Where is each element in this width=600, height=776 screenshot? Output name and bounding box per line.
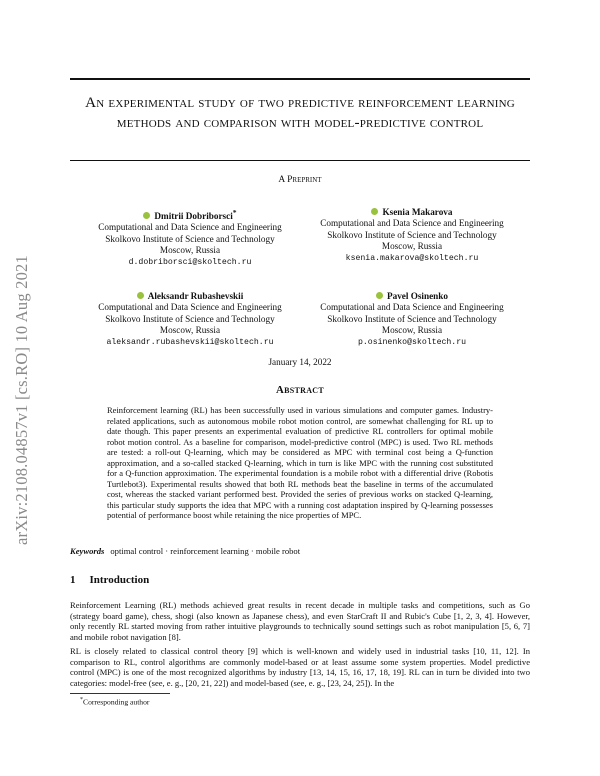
author-name: Ksenia Makarova [382, 207, 453, 217]
author-affiliation: Computational and Data Science and Engineering [98, 302, 282, 313]
section-heading [70, 574, 149, 586]
orcid-icon[interactable] [143, 212, 150, 219]
title-rule-top [70, 78, 530, 80]
author-block [302, 291, 522, 348]
orcid-icon[interactable] [371, 208, 378, 215]
author-email[interactable]: ksenia.makarova@skoltech.ru [345, 253, 479, 263]
corresponding-mark: * [232, 208, 237, 217]
author-institute: Skolkovo Institute of Science and Technology [105, 313, 275, 324]
title-rule-bottom [70, 160, 530, 161]
author-block [80, 291, 300, 348]
orcid-icon[interactable] [137, 292, 144, 299]
footnote-rule [70, 693, 170, 694]
author-email[interactable]: d.dobriborsci@skoltech.ru [128, 257, 252, 267]
author-name: Dmitrii Dobriborsci [154, 211, 233, 222]
author-institute: Skolkovo Institute of Science and Technology [327, 229, 497, 240]
author-location: Moscow, Russia [159, 325, 221, 336]
author-institute: Skolkovo Institute of Science and Technology [327, 313, 497, 324]
author-location: Moscow, Russia [159, 245, 221, 256]
preprint-label: A Preprint [278, 175, 322, 185]
author-name-row [80, 291, 300, 302]
author-email[interactable]: p.osinenko@skoltech.ru [357, 337, 467, 347]
keywords-text: optimal control · reinforcement learning · mobile robot [110, 546, 301, 556]
author-institute: Skolkovo Institute of Science and Technology [105, 233, 275, 244]
author-block [80, 207, 300, 268]
author-block [302, 207, 522, 264]
author-name-row [302, 207, 522, 218]
intro-paragraph-2: RL is closely related to classical control theory [9] which is well-known and widely used in industrial tasks [10, 11, 12]. In comparison to RL, control algorithms are commonly model-based or at least assume some system properties. Model predictive control (MPC) is one of the most recognized algorithms by industry [13, 14, 15, 16, 17, 18, 19]. RL can in turn be divided into two categories: model-free (see, e. g., [20, 21, 22]) and model-based (see, e. g., [23, 24, 25]). In the [70, 646, 530, 688]
author-affiliation: Computational and Data Science and Engineering [98, 222, 282, 233]
author-name: Pavel Osinenko [386, 291, 448, 301]
author-location: Moscow, Russia [381, 241, 443, 252]
paper-title: An experimental study of two predictive reinforcement learning methods and comparison with model-predictive control [85, 94, 515, 131]
author-name: Aleksandr Rubashevskii [147, 291, 244, 301]
footnote [80, 697, 149, 707]
section-title: Introduction [89, 574, 150, 586]
author-email[interactable]: aleksandr.rubashevskii@skoltech.ru [106, 337, 274, 347]
footnote-mark: * [80, 697, 83, 703]
author-location: Moscow, Russia [381, 325, 443, 336]
abstract-heading: Abstract [276, 384, 324, 396]
abstract-text: Reinforcement learning (RL) has been successfully used in various simulations and computer games. Industry-related applications, such as autonomous mobile robot motion control, are somewhat challenging for RL up to date though. This paper presents an experimental evaluation of predictive RL controllers for optimal mobile robot motion control. As a baseline for comparison, model-predictive control (MPC) is used. Two RL methods are tested: a roll-out Q-learning, which may be considered as MPC with terminal cost being a Q-function approximation, and a so-called stacked Q-learning, which in turn is like MPC with the running cost substituted for a Q-function approximation. The experimental foundation is a mobile robot with a differential drive (Robotis Turtlebot3). Experimental results showed that both RL methods beat the baseline in terms of the accumulated cost, whereas the stacked variant performed best. Provided the series of previous works on stacked Q-learning, this particular study supports the idea that MPC with a running cost adaptation inspired by Q-learning possesses potential of performance boost while retaining the nice properties of MPC. [107, 405, 493, 521]
footnote-text: Corresponding author [83, 697, 150, 707]
intro-paragraph-1: Reinforcement Learning (RL) methods achieved great results in recent decade in multiple tasks and competitions, such as Go (strategy board game), chess, shogi (also known as Japanese chess), and even StarCraft II and Rubic's Cube [1, 2, 3, 4]. However, only recently RL started moving from rather intuitive playgrounds to technically sound settings such as robot manipulation [5, 6, 7] and mobile robot navigation [8]. [70, 600, 530, 642]
author-name-row [80, 207, 300, 222]
author-affiliation: Computational and Data Science and Engineering [320, 218, 504, 229]
paper-date: January 14, 2022 [268, 357, 332, 367]
author-name-row [302, 291, 522, 302]
section-number: 1 [70, 574, 76, 586]
keywords-label: Keywords [70, 546, 105, 556]
orcid-icon[interactable] [376, 292, 383, 299]
arxiv-identifier: arXiv:2108.04857v1 [cs.RO] 10 Aug 2021 [12, 255, 31, 545]
keywords-line [70, 546, 530, 556]
author-affiliation: Computational and Data Science and Engineering [320, 302, 504, 313]
